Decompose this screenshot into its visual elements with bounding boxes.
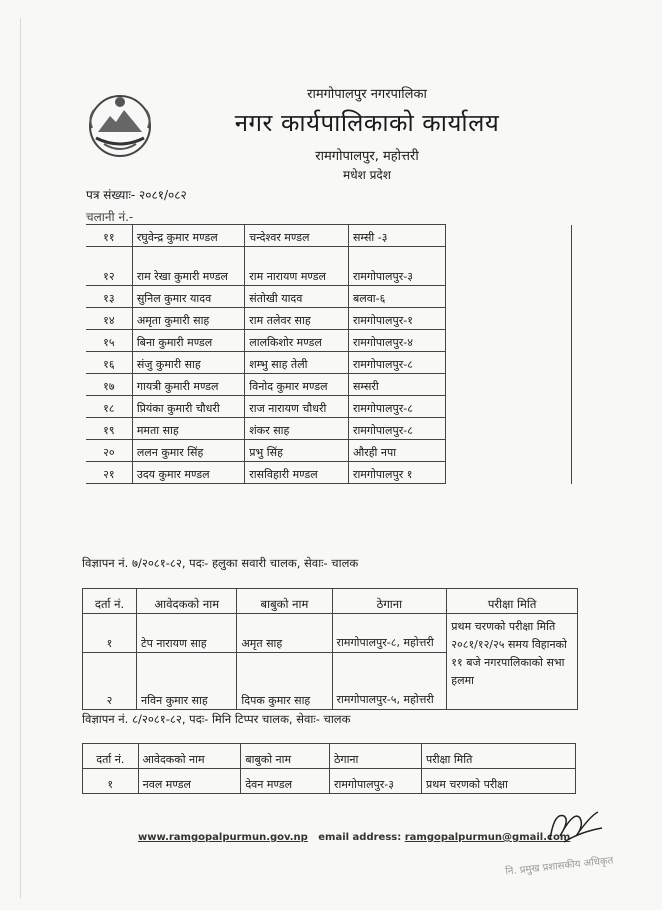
table-row bbox=[86, 462, 572, 484]
municipality-name: रामगोपालपुर नगरपालिका bbox=[307, 87, 427, 102]
applicant-name: गायत्री कुमारी मण्डल bbox=[132, 374, 244, 396]
table-row bbox=[86, 286, 572, 308]
applicant-name: राम रेखा कुमारी मण्डल bbox=[132, 247, 244, 286]
signature-icon bbox=[540, 802, 610, 852]
official-stamp-text: नि. प्रमुख प्रशासकीय अधिकृत bbox=[504, 855, 614, 878]
table-row bbox=[86, 330, 572, 352]
address: रामगोपालपुर-८ bbox=[348, 418, 445, 440]
col-header-reg-no: दर्ता नं. bbox=[83, 744, 139, 769]
address: रामगोपालपुर-१ bbox=[348, 308, 445, 330]
applicants-table-continued bbox=[86, 224, 572, 484]
reg-no: १ bbox=[83, 614, 137, 653]
table-row bbox=[86, 374, 572, 396]
empty-remarks-cell bbox=[445, 225, 571, 247]
empty-remarks-cell bbox=[445, 330, 571, 352]
office-title: नगर कार्यपालिकाको कार्यालय bbox=[234, 109, 500, 137]
father-name: रासविहारी मण्डल bbox=[245, 462, 349, 484]
email-link[interactable]: ramgopalpurmun@gmail.com bbox=[404, 832, 571, 843]
serial-no: २१ bbox=[86, 462, 132, 484]
table-row bbox=[86, 352, 572, 374]
empty-remarks-cell bbox=[445, 440, 571, 462]
address: बलवा-६ bbox=[348, 286, 445, 308]
province-name: मधेश प्रदेश bbox=[343, 168, 391, 182]
col-header-applicant: आवेदकको नाम bbox=[137, 589, 237, 614]
applicant-name: रघुवेन्द्र कुमार मण्डल bbox=[132, 225, 244, 247]
applicant-name: संजु कुमारी साह bbox=[132, 352, 244, 374]
col-header-exam-date: परीक्षा मिति bbox=[447, 589, 578, 614]
address: रामगोपालपुर-८, महोत्तरी bbox=[332, 614, 447, 653]
serial-no: १८ bbox=[86, 396, 132, 418]
serial-no: ११ bbox=[86, 225, 132, 247]
empty-remarks-cell bbox=[445, 418, 571, 440]
applicant-name: प्रियंका कुमारी चौधरी bbox=[132, 396, 244, 418]
father-name: शंकर साह bbox=[245, 418, 349, 440]
address: रामगोपालपुर-३ bbox=[348, 247, 445, 286]
applicant-name: उदय कुमार मण्डल bbox=[132, 462, 244, 484]
table-row bbox=[86, 225, 572, 247]
father-name: देवन मण्डल bbox=[241, 769, 330, 794]
page-edge bbox=[20, 18, 21, 898]
father-name: राम नारायण मण्डल bbox=[245, 247, 349, 286]
table-row bbox=[86, 247, 572, 286]
exam-date: प्रथम चरणको परीक्षा bbox=[421, 769, 575, 794]
col-header-address: ठेगाना bbox=[332, 589, 447, 614]
table-row bbox=[86, 308, 572, 330]
office-address: रामगोपालपुर, महोत्तरी bbox=[315, 149, 419, 164]
empty-remarks-cell bbox=[445, 352, 571, 374]
applicant-name: सुनिल कुमार यादव bbox=[132, 286, 244, 308]
table-row bbox=[83, 614, 578, 653]
father-name: राम तलेवर साह bbox=[245, 308, 349, 330]
address: रामगोपालपुर-८ bbox=[348, 396, 445, 418]
exam-date-note: प्रथम चरणको परीक्षा मिति २०८१/१२/२५ समय विहानको ११ बजे नगरपालिकाको सभा हलमा bbox=[447, 614, 578, 710]
father-name: लालकिशोर मण्डल bbox=[245, 330, 349, 352]
col-header-exam-date: परीक्षा मिति bbox=[421, 744, 575, 769]
applicant-name: ललन कुमार सिंह bbox=[132, 440, 244, 462]
father-name: अमृत साह bbox=[237, 614, 332, 653]
table-row bbox=[86, 396, 572, 418]
applicant-name: टेप नारायण साह bbox=[137, 614, 237, 653]
col-header-applicant: आवेदकको नाम bbox=[138, 744, 241, 769]
address: रामगोपालपुर १ bbox=[348, 462, 445, 484]
empty-remarks-cell bbox=[445, 286, 571, 308]
advertisement-7-title: विज्ञापन नं. ७/२०८१-८२, पदः- हलुका सवारी चालक, सेवाः- चालक bbox=[82, 556, 359, 570]
col-header-reg-no: दर्ता नं. bbox=[83, 589, 137, 614]
father-name: संतोखी यादव bbox=[245, 286, 349, 308]
website-link[interactable]: www.ramgopalpurmun.gov.np bbox=[138, 832, 308, 843]
serial-no: १४ bbox=[86, 308, 132, 330]
address: रामगोपालपुर-५, महोत्तरी bbox=[332, 653, 447, 710]
address: सम्सी -३ bbox=[348, 225, 445, 247]
serial-no: १२ bbox=[86, 247, 132, 286]
footer-contact bbox=[138, 832, 570, 843]
table-row bbox=[83, 769, 576, 794]
table-header-row bbox=[83, 589, 578, 614]
reg-no: १ bbox=[83, 769, 139, 794]
serial-no: २० bbox=[86, 440, 132, 462]
advertisement-8-table bbox=[82, 743, 576, 794]
col-header-father: बाबुको नाम bbox=[237, 589, 332, 614]
applicant-name: ममता साह bbox=[132, 418, 244, 440]
empty-remarks-cell bbox=[445, 247, 571, 286]
serial-no: १७ bbox=[86, 374, 132, 396]
serial-no: १९ bbox=[86, 418, 132, 440]
applicant-name: अमृता कुमारी साह bbox=[132, 308, 244, 330]
applicant-name: नवल मण्डल bbox=[138, 769, 241, 794]
applicant-name: बिना कुमारी मण्डल bbox=[132, 330, 244, 352]
address: रामगोपालपुर-३ bbox=[330, 769, 422, 794]
serial-no: १६ bbox=[86, 352, 132, 374]
advertisement-8-title: विज्ञापन नं. ८/२०८१-८२, पदः- मिनि टिप्पर चालक, सेवाः- चालक bbox=[82, 712, 351, 726]
father-name: विनोद कुमार मण्डल bbox=[245, 374, 349, 396]
father-name: राज नारायण चौधरी bbox=[245, 396, 349, 418]
empty-remarks-cell bbox=[445, 396, 571, 418]
table-row bbox=[86, 440, 572, 462]
father-name: प्रभु सिंह bbox=[245, 440, 349, 462]
empty-remarks-cell bbox=[445, 462, 571, 484]
table-row bbox=[86, 418, 572, 440]
serial-no: १५ bbox=[86, 330, 132, 352]
table-header-row bbox=[83, 744, 576, 769]
address: रामगोपालपुर-४ bbox=[348, 330, 445, 352]
father-name: शम्भु साह तेली bbox=[245, 352, 349, 374]
serial-no: १३ bbox=[86, 286, 132, 308]
address: रामगोपालपुर-८ bbox=[348, 352, 445, 374]
dispatch-number: चलानी नं.- bbox=[86, 210, 134, 224]
address: औरही नपा bbox=[348, 440, 445, 462]
father-name: चन्देश्वर मण्डल bbox=[245, 225, 349, 247]
applicant-name: नविन कुमार साह bbox=[137, 653, 237, 710]
father-name: दिपक कुमार साह bbox=[237, 653, 332, 710]
empty-remarks-cell bbox=[445, 374, 571, 396]
advertisement-7-table bbox=[82, 588, 578, 710]
email-label: email address: bbox=[318, 832, 402, 843]
empty-remarks-cell bbox=[445, 308, 571, 330]
col-header-address: ठेगाना bbox=[330, 744, 422, 769]
reference-number: पत्र संख्याः- २०८१/०८२ bbox=[86, 188, 187, 202]
reg-no: २ bbox=[83, 653, 137, 710]
col-header-father: बाबुको नाम bbox=[241, 744, 330, 769]
address: सम्सरी bbox=[348, 374, 445, 396]
